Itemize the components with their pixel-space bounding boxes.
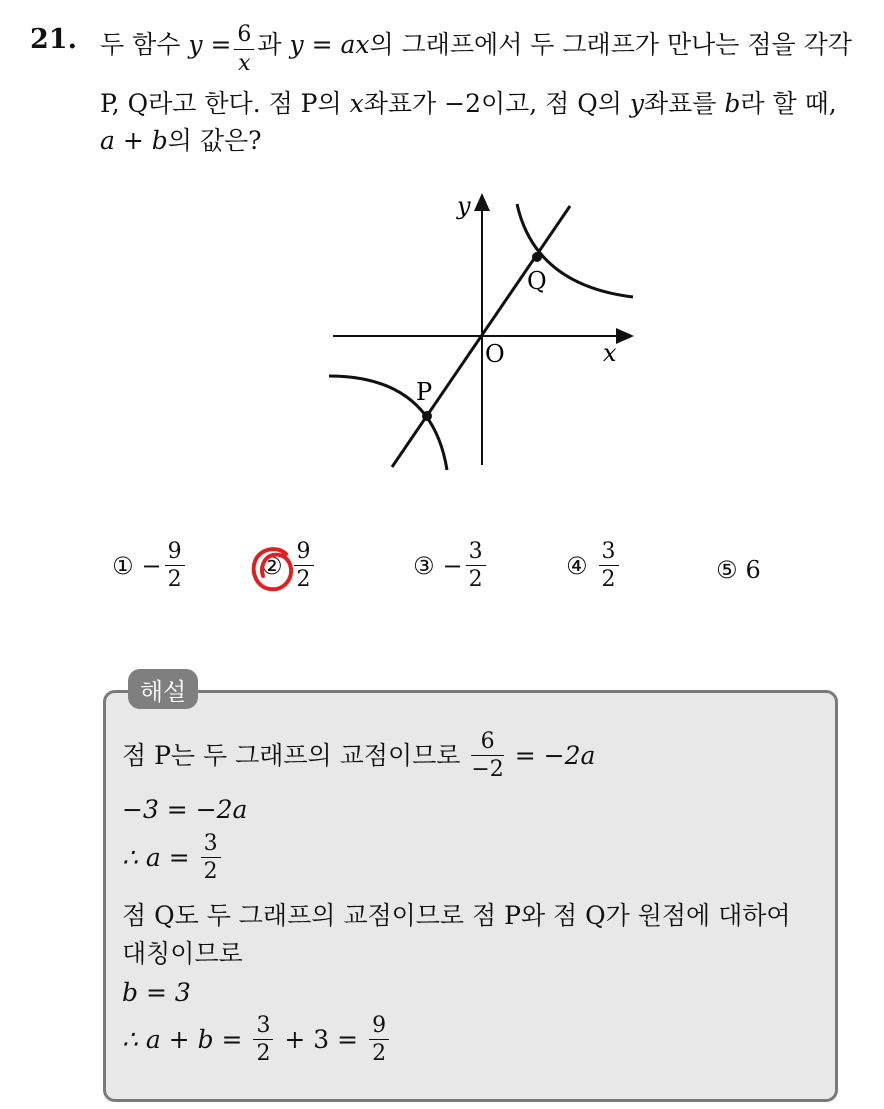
choice-2-den: 2 — [296, 567, 311, 593]
q2-text-d: 라 할 때, — [740, 89, 837, 118]
sol-l7-den2: 2 — [372, 1041, 387, 1067]
y-axis-label: y — [457, 192, 471, 220]
choice-3-marker: ③ — [413, 551, 435, 580]
solution-line-2: −3 = −2a — [122, 795, 248, 824]
frac-num: 6 — [234, 23, 254, 49]
choice-3-fraction — [466, 540, 486, 591]
math-eq2: = — [311, 29, 333, 59]
q2-text-c: 좌표를 — [643, 89, 717, 118]
choice-1-sign: − — [141, 551, 162, 580]
math-a-plus-b: a + b — [100, 126, 168, 155]
choice-5[interactable] — [716, 556, 761, 584]
solution-line-3 — [122, 832, 224, 883]
choice-3-den: 2 — [468, 567, 483, 593]
sol-l7-mid: + 3 = — [284, 1025, 359, 1055]
choice-4[interactable] — [566, 540, 622, 591]
choice-1[interactable] — [112, 540, 188, 591]
choice-3-num: 3 — [466, 540, 486, 566]
solution-line-1 — [122, 730, 595, 781]
sol-l1-den: −2 — [471, 757, 504, 783]
math-eq: = — [210, 29, 232, 59]
point-q-label: Q — [527, 267, 547, 295]
choice-5-value: 6 — [745, 556, 761, 584]
choice-5-marker: ⑤ — [716, 556, 738, 584]
choice-4-den: 2 — [601, 567, 616, 593]
sol-l1-rhs: = −2a — [514, 741, 596, 771]
q2-text-b: 좌표가 −2이고, 점 Q의 — [363, 89, 622, 118]
sol-l3-fraction — [201, 832, 221, 883]
frac-den: x — [238, 50, 251, 76]
choice-1-fraction — [165, 540, 185, 591]
q3-text-a: 의 값은? — [167, 126, 262, 155]
solution-tag: 해설 — [128, 669, 198, 709]
choice-3[interactable] — [413, 540, 489, 591]
sol-l3-den: 2 — [203, 859, 218, 885]
q1-text-a: 두 함수 — [100, 29, 181, 59]
sol-l7-lhs: ∴ a + b = — [122, 1025, 243, 1055]
point-p-label: P — [416, 378, 433, 406]
choice-4-marker: ④ — [566, 551, 588, 580]
solution-line-6: b = 3 — [122, 978, 191, 1007]
q1-text-c: 의 그래프에서 두 그래프가 만나는 점을 각각 — [369, 29, 852, 59]
math-y: y — [188, 29, 203, 59]
choice-4-fraction — [599, 540, 619, 591]
solution-line-5: 대칭이므로 — [122, 939, 243, 968]
solution-line-4: 점 Q도 두 그래프의 교점이므로 점 P와 점 Q가 원점에 대하여 — [122, 901, 791, 930]
sol-l7-num2: 9 — [369, 1014, 389, 1040]
math-y3: y — [629, 89, 644, 118]
answer-circle-mark — [248, 545, 298, 595]
choice-2-num: 9 — [294, 540, 314, 566]
sol-l7-num1: 3 — [253, 1014, 273, 1040]
x-axis-label: x — [603, 339, 617, 367]
choice-4-num: 3 — [599, 540, 619, 566]
point-p-dot — [422, 411, 432, 421]
choice-1-num: 9 — [165, 540, 185, 566]
sol-l7-den1: 2 — [256, 1041, 271, 1067]
choice-1-marker: ① — [112, 551, 134, 580]
choice-3-sign: − — [442, 551, 463, 580]
sol-l1-num: 6 — [471, 730, 503, 756]
choice-2-marker: ② — [261, 551, 283, 580]
sol-l1-text: 점 P는 두 그래프의 교점이므로 — [122, 741, 461, 771]
choice-1-den: 2 — [167, 567, 182, 593]
solution-line-7 — [122, 1014, 392, 1065]
function-graph — [0, 0, 884, 520]
math-x: x — [349, 89, 364, 118]
math-b: b — [724, 89, 741, 118]
question-number: 21. — [30, 24, 77, 55]
sol-l7-fraction-2 — [369, 1014, 389, 1065]
sol-l3-lhs: ∴ a = — [122, 843, 190, 873]
origin-label: O — [485, 340, 505, 368]
point-q-dot — [532, 252, 542, 262]
sol-l7-fraction-1 — [253, 1014, 273, 1065]
q1-text-b: 과 — [257, 29, 282, 59]
sol-l3-num: 3 — [201, 832, 221, 858]
q2-text-a: P, Q라고 한다. 점 P의 — [100, 89, 342, 118]
sol-l1-fraction — [471, 730, 503, 781]
math-y2: y — [289, 29, 304, 59]
math-ax: ax — [340, 29, 370, 59]
